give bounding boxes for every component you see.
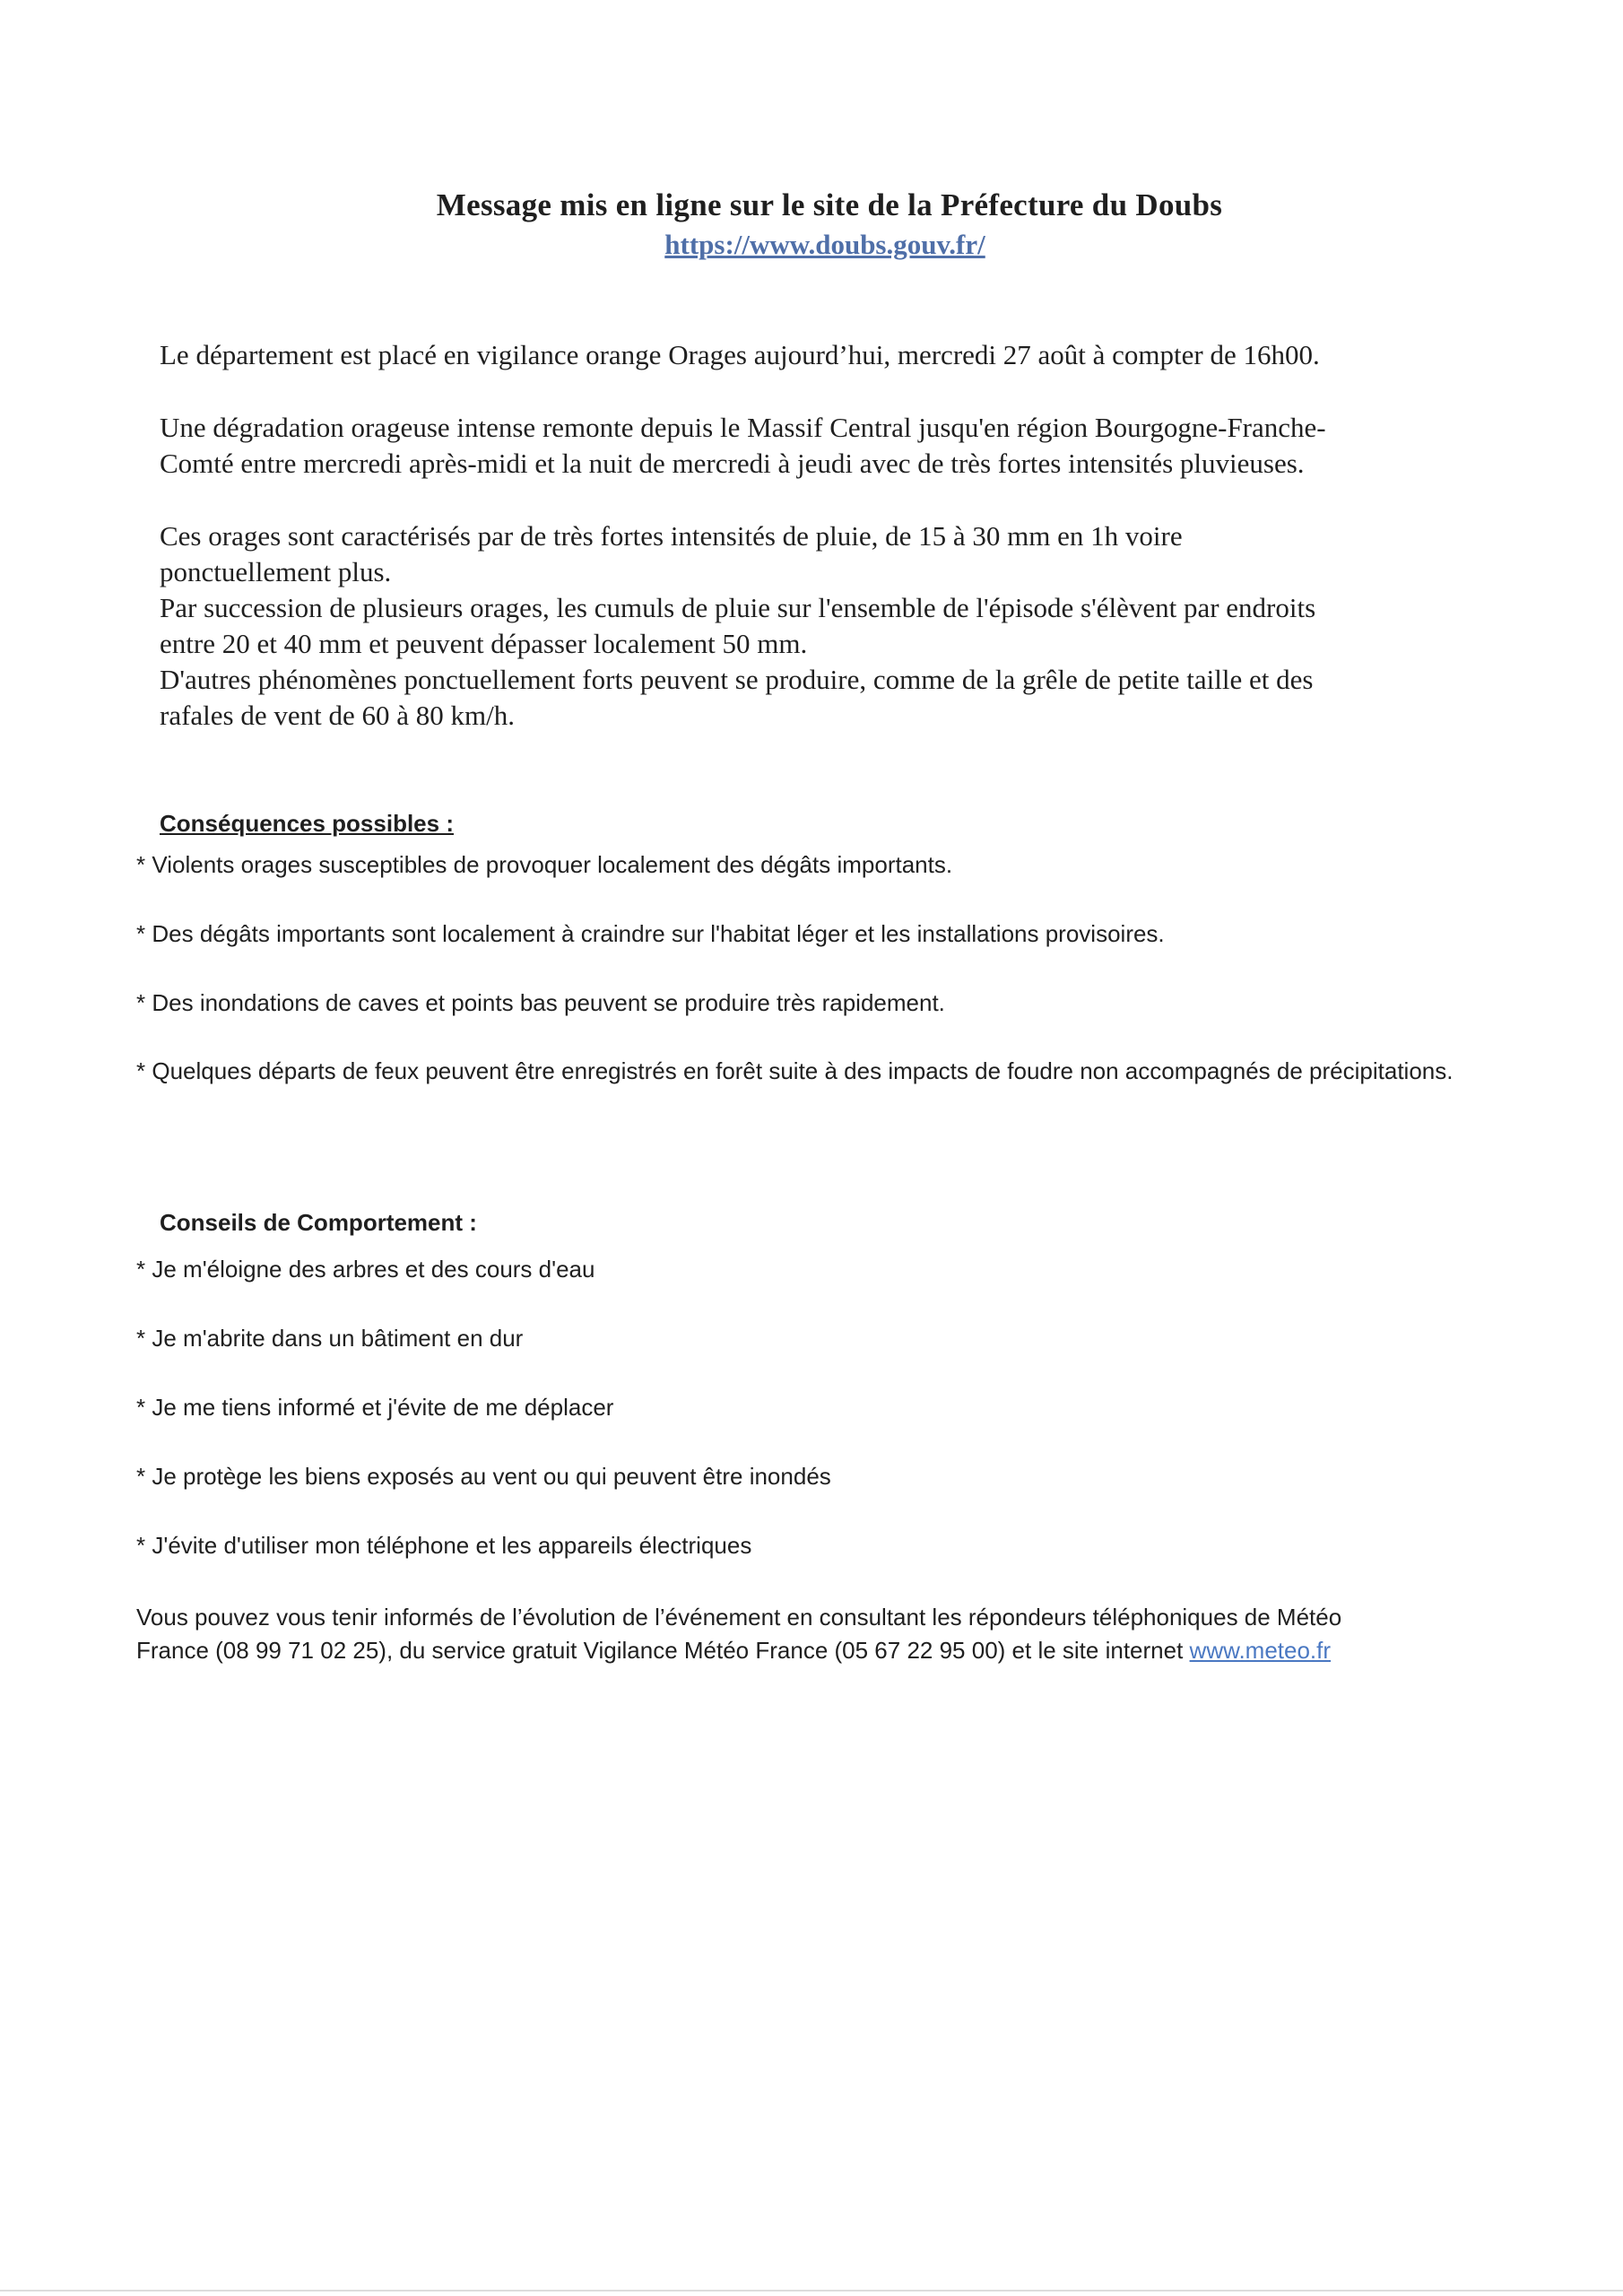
conseil-text: Je m'abrite dans un bâtiment en dur bbox=[152, 1325, 524, 1352]
conseils-heading: Conseils de Comportement : bbox=[160, 1209, 477, 1236]
vigilance-paragraph bbox=[160, 337, 1505, 373]
bullet-marker: * bbox=[136, 1256, 146, 1283]
degradation-paragraph bbox=[160, 410, 1505, 482]
conseil-text: J'évite d'utiliser mon téléphone et les appareils électriques bbox=[152, 1532, 752, 1559]
consequence-text: Quelques départs de feux peuvent être enregistrés en forêt suite à des impacts de foudre non accompagnés de précipitations. bbox=[152, 1057, 1454, 1084]
list-item bbox=[136, 848, 1517, 882]
intensity-line-2: ponctuellement plus. bbox=[160, 556, 392, 587]
intensity-line-1: Ces orages sont caractérisés par de très fortes intensités de pluie, de 15 à 30 mm en 1h voire bbox=[160, 520, 1183, 552]
bullet-marker: * bbox=[136, 1463, 146, 1490]
scan-edge-divider bbox=[0, 2290, 1623, 2292]
prefecture-link[interactable]: https://www.doubs.gouv.fr/ bbox=[664, 229, 985, 260]
vigilance-text: Le département est placé en vigilance orange Orages aujourd’hui, mercredi 27 août à compter de 16h00. bbox=[160, 339, 1320, 370]
conseil-text: Je protège les biens exposés au vent ou qui peuvent être inondés bbox=[152, 1463, 831, 1490]
footer-line-2 bbox=[136, 1634, 1517, 1667]
list-item bbox=[136, 1321, 1517, 1355]
phenomena-line-2: rafales de vent de 60 à 80 km/h. bbox=[160, 700, 515, 731]
footer-paragraph bbox=[136, 1601, 1517, 1667]
list-item bbox=[136, 917, 1517, 951]
bullet-marker: * bbox=[136, 1325, 146, 1352]
bullet-marker: * bbox=[136, 1532, 146, 1559]
list-item bbox=[136, 1390, 1517, 1424]
list-item bbox=[136, 1459, 1517, 1493]
document-header bbox=[0, 184, 1623, 263]
list-item bbox=[136, 1528, 1517, 1562]
footer-line-1: Vous pouvez vous tenir informés de l’évolution de l’événement en consultant les répondeurs téléphoniques de Météo bbox=[136, 1604, 1342, 1631]
phenomena-line-1: D'autres phénomènes ponctuellement forts peuvent se produire, comme de la grêle de petite taille et des bbox=[160, 664, 1314, 695]
consequence-text: Violents orages susceptibles de provoquer localement des dégâts importants. bbox=[152, 851, 953, 878]
list-item bbox=[136, 986, 1517, 1020]
bullet-marker: * bbox=[136, 1057, 146, 1084]
list-item bbox=[136, 1054, 1517, 1088]
bullet-marker: * bbox=[136, 920, 146, 947]
cumul-line-2: entre 20 et 40 mm et peuvent dépasser localement 50 mm. bbox=[160, 628, 808, 659]
bullet-marker: * bbox=[136, 989, 146, 1016]
details-paragraph bbox=[160, 518, 1505, 734]
meteo-link[interactable]: www.meteo.fr bbox=[1189, 1637, 1332, 1664]
page-title: Message mis en ligne sur le site de la Préfecture du Doubs bbox=[436, 187, 1223, 222]
degradation-line-2: Comté entre mercredi après-midi et la nuit de mercredi à jeudi avec de très fortes intensités pluvieuses. bbox=[160, 448, 1305, 479]
bullet-marker: * bbox=[136, 1394, 146, 1421]
consequences-heading: Conséquences possibles : bbox=[160, 810, 454, 837]
list-item bbox=[136, 1252, 1517, 1286]
bullet-marker: * bbox=[136, 851, 146, 878]
consequence-text: Des dégâts importants sont localement à craindre sur l'habitat léger et les installations provisoires. bbox=[152, 920, 1165, 947]
conseil-text: Je me tiens informé et j'évite de me déplacer bbox=[152, 1394, 614, 1421]
degradation-line-1: Une dégradation orageuse intense remonte depuis le Massif Central jusqu'en région Bourgogne-Franche- bbox=[160, 412, 1326, 443]
footer-line-2-text: France (08 99 71 02 25), du service gratuit Vigilance Météo France (05 67 22 95 00) et le site internet bbox=[136, 1637, 1190, 1664]
cumul-line-1: Par succession de plusieurs orages, les cumuls de pluie sur l'ensemble de l'épisode s'élèvent par endroits bbox=[160, 592, 1316, 623]
consequence-text: Des inondations de caves et points bas peuvent se produire très rapidement. bbox=[152, 989, 945, 1016]
conseil-text: Je m'éloigne des arbres et des cours d'eau bbox=[152, 1256, 595, 1283]
